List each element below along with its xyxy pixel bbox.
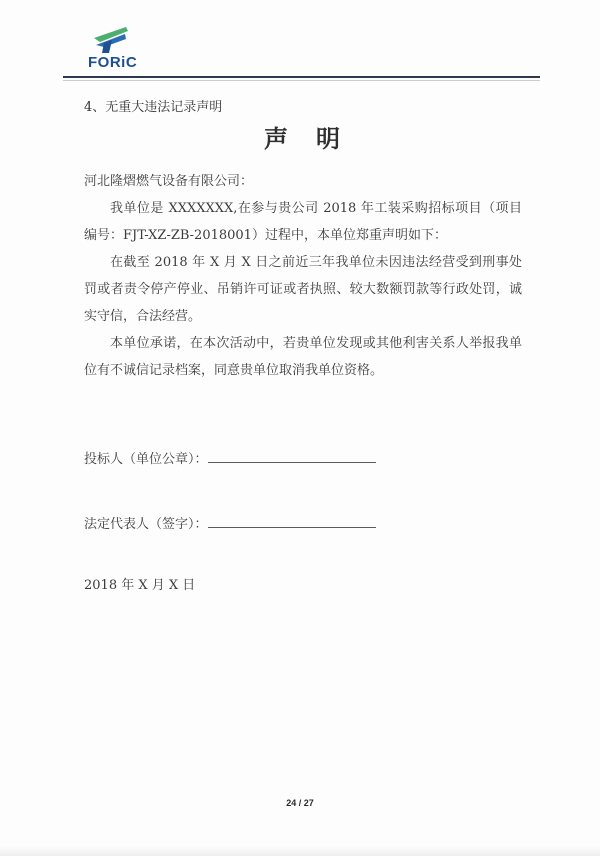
paragraph-declaration: 在截至 2018 年 X 月 X 日之前近三年我单位未因违法经营受到刑事处罚或者责令停产停业、吊销许可证或者执照、较大数额罚款等行政处罚，诚实守信，合法经营。 [84, 255, 522, 324]
foric-logo-icon [92, 26, 130, 53]
page-number: 24 / 27 [286, 798, 314, 808]
document-body [0, 94, 600, 599]
scan-edge-shadow [0, 846, 600, 856]
recipient-line: 河北隆熠燃气设备有限公司： [84, 174, 254, 189]
company-logo [88, 26, 137, 71]
letterhead-divider [63, 76, 540, 81]
paragraph-intro: 我单位是 XXXXXXX,在参与贵公司 2018 年工装采购招标项目（项目编号：FJT-XZ-ZB-2018001）过程中，本单位郑重声明如下： [84, 201, 522, 243]
foric-logo-text: FORiC [88, 54, 138, 71]
signature-bidder [84, 446, 522, 473]
signature-bidder-line [208, 448, 376, 463]
section-heading: 4、无重大违法记录声明 [84, 100, 223, 115]
signature-bidder-label: 投标人（单位公章）： [84, 452, 208, 467]
signature-representative-label: 法定代表人（签字）： [84, 517, 208, 532]
document-title: 声 明 [264, 124, 342, 153]
letterhead [0, 0, 600, 71]
document-date: 2018 年 X 月 X 日 [84, 578, 196, 593]
signature-representative-line [208, 513, 376, 528]
signature-representative [84, 511, 522, 538]
paragraph-commitment: 本单位承诺，在本次活动中，若贵单位发现或其他利害关系人举报我单位有不诚信记录档案，同意贵单位取消我单位资格。 [84, 336, 522, 378]
